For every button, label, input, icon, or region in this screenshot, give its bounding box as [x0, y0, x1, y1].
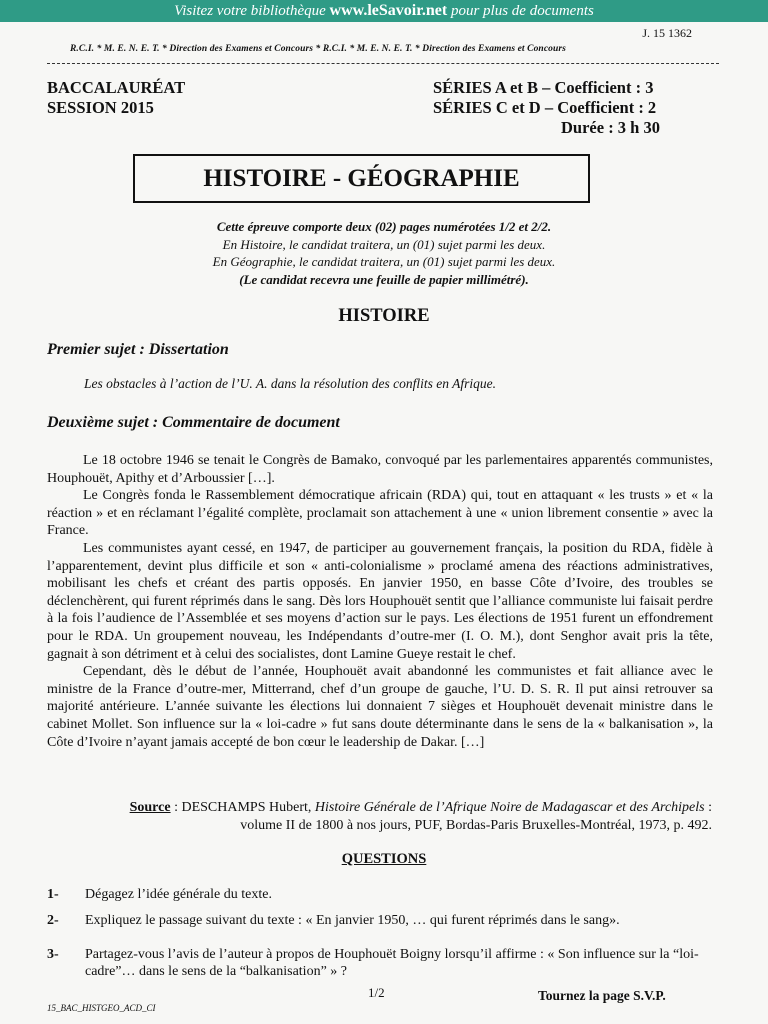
- turn-page-note: Tournez la page S.V.P.: [538, 988, 666, 1003]
- reference-code: J. 15 1362: [642, 26, 692, 40]
- subject-1-text: Les obstacles à l’action de l’U. A. dans la résolution des conflits en Afrique.: [84, 376, 496, 391]
- document-paragraph: Cependant, dès le début de l’année, Houphouët avait abandonné les communistes et fait alliance avec le ministre de la France d’outre-mer, Mitterrand, chef d’un groupe de gauche, l’U. D. S. R. Il put ainsi retrouver sa majorité antérieure. L’année suivante les élections lui donnaient 7 sièges et Houphouët devenait ministre dans le cabinet Mollet. Son influence sur la « loi-cadre » fut sans doute déterminante dans le sens de la « balkanisation », la Côte d’Ivoire n’ayant jamais accepté de bon cœur le leadership de Dakar. […]: [47, 664, 713, 750]
- series-ab: SÉRIES A et B – Coefficient : 3: [433, 78, 654, 97]
- question-item: [47, 886, 717, 903]
- question-item: [47, 946, 717, 980]
- ministry-header: R.C.I. * M. E. N. E. T. * Direction des Examens et Concours * R.C.I. * M. E. N. E. T. * Direction des Examens et Concours: [70, 44, 566, 54]
- source-label: Source: [129, 800, 171, 815]
- source-details: volume II de 1800 à nos jours, PUF, Bordas-Paris Bruxelles-Montréal, 1973, p. 492.: [240, 817, 712, 833]
- banner-site-link[interactable]: www.leSavoir.net: [329, 2, 448, 19]
- header-divider: [47, 63, 719, 64]
- question-number: 1-: [47, 887, 59, 902]
- instructions: [100, 218, 668, 288]
- page-title: HISTOIRE - GÉOGRAPHIE: [133, 154, 590, 203]
- banner-suffix: pour plus de documents: [447, 3, 594, 19]
- question-item: [47, 912, 717, 929]
- site-banner[interactable]: [0, 0, 768, 22]
- question-text: Expliquez le passage suivant du texte : « En janvier 1950, … qui furent réprimés dans le sang».: [85, 913, 620, 928]
- instruction-line: (Le candidat recevra une feuille de papier millimétré).: [239, 271, 529, 287]
- question-number: 2-: [47, 913, 59, 928]
- instruction-line: En Géographie, le candidat traitera, un (01) sujet parmi les deux.: [212, 254, 556, 269]
- exam-name: BACCALAURÉAT: [47, 78, 186, 97]
- questions-title: QUESTIONS: [341, 851, 427, 867]
- series-cd: SÉRIES C et D – Coefficient : 2: [433, 98, 657, 117]
- exam-session: SESSION 2015: [47, 98, 154, 117]
- exam-info: [47, 78, 185, 118]
- subject-2-label: Deuxième sujet : Commentaire de document: [47, 414, 340, 431]
- document-paragraph: Le 18 octobre 1946 se tenait le Congrès de Bamako, convoqué par les parlementaires apparentés communistes, Houphouët, Apithy et d’Arboussier […].: [47, 453, 713, 486]
- banner-prefix: Visitez votre bibliothèque: [174, 3, 330, 19]
- question-number: 3-: [47, 947, 59, 962]
- page-number: 1/2: [368, 985, 385, 1000]
- document-source: [47, 799, 712, 834]
- subject-1-label: Premier sujet : Dissertation: [47, 341, 229, 358]
- question-text: Dégagez l’idée générale du texte.: [85, 887, 272, 902]
- question-text: Partagez-vous l’avis de l’auteur à propos de Houphouët Boigny lorsqu’il affirme : « Son influence sur la “loi-cadre”… dans le sens de la “balkanisation” » ?: [85, 947, 699, 979]
- exam-duration: Durée : 3 h 30: [561, 118, 660, 137]
- series-info: [433, 78, 660, 138]
- file-code: 15_BAC_HISTGEO_ACD_CI: [47, 1003, 156, 1013]
- instruction-line: En Histoire, le candidat traitera, un (01) sujet parmi les deux.: [222, 236, 546, 252]
- document-paragraph: Les communistes ayant cessé, en 1947, de participer au gouvernement français, la position du RDA, fidèle à l’apparentement, devint plus difficile et son « anti-colonialisme » proclamé amena des réactions administratives, mobilisant les chefs et créant des partis opposés. En janvier 1950, en basse Côte d’Ivoire, des troubles se déclenchèrent, qui furent réprimés dans le sang. Dès lors Houphouët sentit que l’alliance communiste lui faisait perdre à la fois l’audience de l’Assemblée et ses moyens d’action sur le pays. Les élections de 1951 furent un effondrement pour le RDA. Un groupement nouveau, les Indépendants d’outre-mer (I. O. M.), dont Senghor avait pris la tête, gagnait à son détriment et à celui des socialistes, dont Lamine Gueye restait le chef.: [47, 540, 713, 662]
- source-author: : DESCHAMPS Hubert,: [170, 800, 315, 815]
- source-colon: :: [704, 800, 712, 815]
- section-title: HISTOIRE: [338, 306, 430, 326]
- document-paragraph: Le Congrès fonda le Rassemblement démocratique africain (RDA) qui, tout en attaquant « les trusts » et « la réaction » et en réclamant l’égalité complète, proclamait son attachement à une « union librement consentie » avec la France.: [47, 488, 713, 539]
- source-book: Histoire Générale de l’Afrique Noire de Madagascar et des Archipels: [314, 800, 705, 815]
- instruction-line: Cette épreuve comporte deux (02) pages numérotées 1/2 et 2/2.: [216, 219, 552, 234]
- document-text: [47, 452, 713, 751]
